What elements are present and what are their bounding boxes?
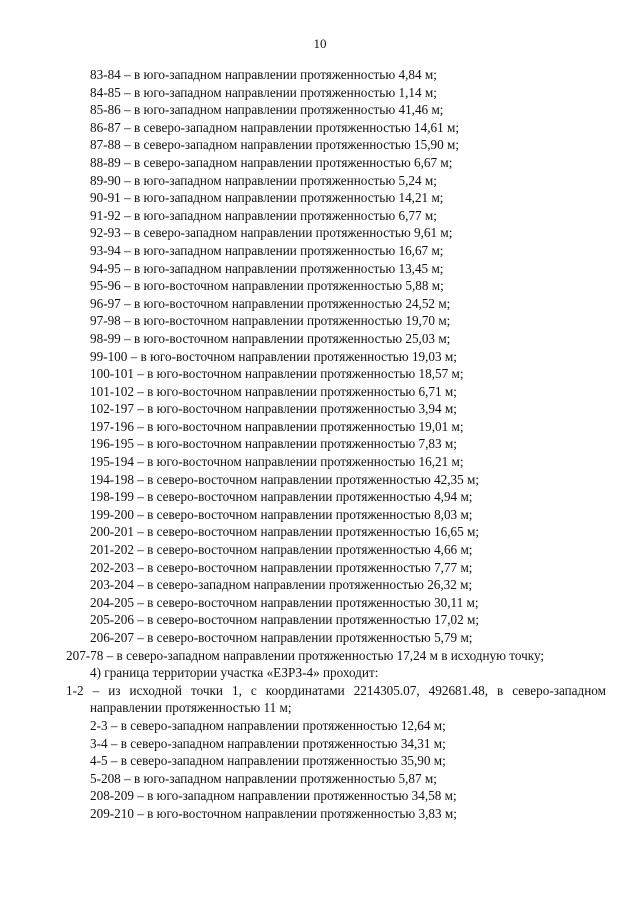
section-4-heading: 4) граница территории участка «ЕЗРЗ-4» проходит: [90,665,379,681]
segment-line: 195-194 – в юго-восточном направлении протяженностью 16,21 м; [90,454,464,470]
segment-line: 86-87 – в северо-западном направлении протяженностью 14,61 м; [90,119,459,135]
segment-line: 95-96 – в юго-восточном направлении протяженностью 5,88 м; [90,278,444,294]
segment-line: 3-4 – в северо-западном направлении протяженностью 34,31 м; [90,735,446,751]
segment-line: 203-204 – в северо-западном направлении протяженностью 26,32 м; [90,577,473,593]
segment-line: 198-199 – в северо-восточном направлении протяженностью 4,94 м; [90,489,473,505]
segment-line: 100-101 – в юго-восточном направлении протяженностью 18,57 м; [90,366,464,382]
segment-line: 204-205 – в северо-восточном направлении протяженностью 30,11 м; [90,594,479,610]
segment-line: 88-89 – в северо-западном направлении протяженностью 6,67 м; [90,154,453,170]
segment-line: 208-209 – в юго-западном направлении протяженностью 34,58 м; [90,788,457,804]
segment-line: 209-210 – в юго-восточном направлении протяженностью 3,83 м; [90,805,457,821]
segment-line: 201-202 – в северо-восточном направлении протяженностью 4,66 м; [90,542,473,558]
segment-line: 98-99 – в юго-восточном направлении протяженностью 25,03 м; [90,330,451,346]
segment-line: 206-207 – в северо-восточном направлении протяженностью 5,79 м; [90,630,473,645]
segment-line: 205-206 – в северо-восточном направлении протяженностью 17,02 м; [90,612,480,628]
segment-line: 101-102 – в юго-восточном направлении протяженностью 6,71 м; [90,383,457,399]
page-number: 10 [313,36,327,51]
segment-line: 93-94 – в юго-западном направлении протяженностью 16,67 м; [90,242,444,258]
segment-line-207-78: 207-78 – в северо-западном направлении протяженностью 17,24 м в исходную точку; [66,647,545,663]
document-body [66,66,606,823]
segment-line: 4-5 – в северо-западном направлении протяженностью 35,90 м; [90,753,446,769]
segment-line: 85-86 – в юго-западном направлении протяженностью 41,46 м; [90,102,444,118]
segment-line: 202-203 – в северо-восточном направлении протяженностью 7,77 м; [90,559,473,575]
segment-line: 84-85 – в юго-западном направлении протяженностью 1,14 м; [90,84,437,100]
segment-line: 197-196 – в юго-восточном направлении протяженностью 19,01 м; [90,418,464,434]
segment-line: 5-208 – в юго-западном направлении протяженностью 5,87 м; [90,770,437,786]
boundary-segments-list-1 [66,66,606,647]
segment-line: 89-90 – в юго-западном направлении протяженностью 5,24 м; [90,172,437,188]
segment-line: 102-197 – в юго-восточном направлении протяженностью 3,94 м; [90,401,457,417]
segment-line: 83-84 – в юго-западном направлении протяженностью 4,84 м; [90,67,437,82]
segment-line: 196-195 – в юго-восточном направлении протяженностью 7,83 м; [90,436,457,452]
boundary-segments-list-2 [66,717,606,823]
segment-line: 194-198 – в северо-восточном направлении протяженностью 42,35 м; [90,471,480,487]
segment-line: 90-91 – в юго-западном направлении протяженностью 14,21 м; [90,190,444,206]
segment-line: 2-3 – в северо-западном направлении протяженностью 12,64 м; [90,717,446,733]
segment-line-1-2: 1-2 – из исходной точки 1, с координатами 2214305.07, 492681.48, в северо-западном направлении протяженностью 11 м; [66,682,606,716]
segment-line: 97-98 – в юго-восточном направлении протяженностью 19,70 м; [90,313,451,329]
segment-line: 199-200 – в северо-восточном направлении протяженностью 8,03 м; [90,506,473,522]
segment-line: 92-93 – в северо-западном направлении протяженностью 9,61 м; [90,225,453,241]
segment-line: 91-92 – в юго-западном направлении протяженностью 6,77 м; [90,207,437,223]
segment-line: 99-100 – в юго-восточном направлении протяженностью 19,03 м; [90,348,457,364]
segment-line: 96-97 – в юго-восточном направлении протяженностью 24,52 м; [90,295,451,311]
segment-line: 200-201 – в северо-восточном направлении протяженностью 16,65 м; [90,524,480,540]
segment-line: 87-88 – в северо-западном направлении протяженностью 15,90 м; [90,137,459,153]
segment-line: 94-95 – в юго-западном направлении протяженностью 13,45 м; [90,260,444,276]
